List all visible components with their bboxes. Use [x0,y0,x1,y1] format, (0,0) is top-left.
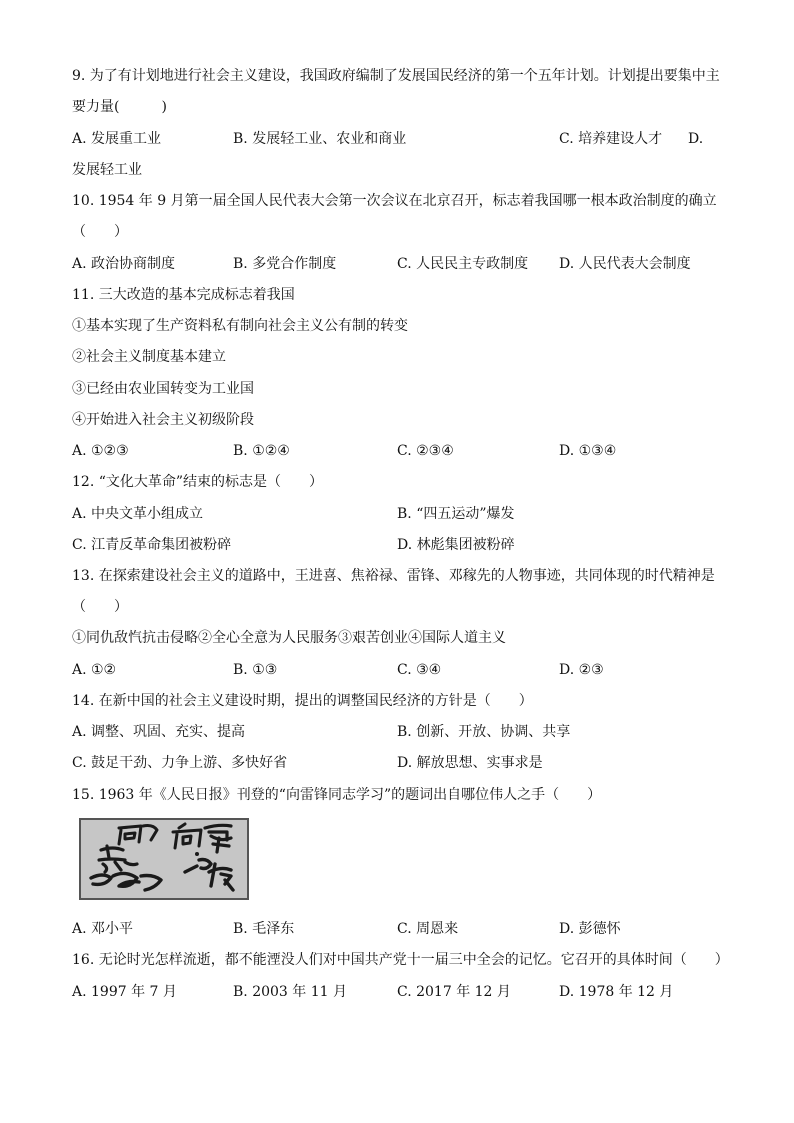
q9-option-d[interactable]: D. [688,131,704,147]
q9-option-b[interactable]: B. 发展轻工业、农业和商业 [233,131,407,147]
q9-stem-line1: 9. 为了有计划地进行社会主义建设，我国政府编制了发展国民经济的第一个五年计划。计划提出要集中主 [72,68,720,84]
q9-option-d-text[interactable]: 发展轻工业 [72,162,142,178]
q14-option-c[interactable]: C. 鼓足干劲、力争上游、多快好省 [72,755,288,771]
q10-option-c[interactable]: C. 人民民主专政制度 [397,256,529,272]
q16-option-d[interactable]: D. 1978 年 12 月 [559,984,674,1000]
q11-option-a[interactable]: A. ①②③ [72,443,129,459]
q9-stem-line2: 要力量( ) [72,99,167,115]
q11-item-4: ④开始进入社会主义初级阶段 [72,412,254,428]
q13-items: ①同仇敌忾抗击侵略②全心全意为人民服务③艰苦创业④国际人道主义 [72,630,506,646]
q12-option-c[interactable]: C. 江青反革命集团被粉碎 [72,537,232,553]
q11-option-d[interactable]: D. ①③④ [559,443,617,459]
q11-item-2: ②社会主义制度基本建立 [72,349,226,365]
q11-option-c[interactable]: C. ②③④ [397,443,454,459]
calligraphy-image [79,818,249,900]
q13-option-b[interactable]: B. ①③ [233,662,278,678]
q10-option-b[interactable]: B. 多党合作制度 [233,256,337,272]
q15-option-b[interactable]: B. 毛泽东 [233,921,295,937]
q9-option-a[interactable]: A. 发展重工业 [72,131,162,147]
q14-option-b[interactable]: B. 创新、开放、协调、共享 [397,724,571,740]
q13-stem-line2: （ ） [72,599,128,615]
q11-option-b[interactable]: B. ①②④ [233,443,290,459]
q15-option-c[interactable]: C. 周恩来 [397,921,459,937]
q16-option-a[interactable]: A. 1997 年 7 月 [72,984,177,1000]
q12-option-d[interactable]: D. 林彪集团被粉碎 [397,537,515,553]
q15-option-d[interactable]: D. 彭德怀 [559,921,621,937]
q11-stem: 11. 三大改造的基本完成标志着我国 [72,287,295,303]
q13-option-c[interactable]: C. ③④ [397,662,442,678]
q14-stem: 14. 在新中国的社会主义建设时期，提出的调整国民经济的方针是（ ） [72,693,533,709]
q10-stem-line2: （ ） [72,224,128,240]
q14-option-d[interactable]: D. 解放思想、实事求是 [397,755,543,771]
q10-option-d[interactable]: D. 人民代表大会制度 [559,256,691,272]
q12-option-b[interactable]: B. “四五运动”爆发 [397,506,515,522]
q16-option-b[interactable]: B. 2003 年 11 月 [233,984,347,1000]
q15-option-a[interactable]: A. 邓小平 [72,921,134,937]
q13-stem-line1: 13. 在探索建设社会主义的道路中，王进喜、焦裕禄、雷锋、邓稼先的人物事迹，共同体现的时代精神是 [72,568,715,584]
q10-stem-line1: 10. 1954 年 9 月第一届全国人民代表大会第一次会议在北京召开，标志着我国哪一根本政治制度的确立 [72,193,717,209]
q16-stem: 16. 无论时光怎样流逝，都不能湮没人们对中国共产党十一届三中全会的记忆。它召开的具体时间（ ） [72,952,729,968]
q9-option-c[interactable]: C. 培养建设人才 [559,131,663,147]
q12-option-a[interactable]: A. 中央文革小组成立 [72,506,204,522]
q14-option-a[interactable]: A. 调整、巩固、充实、提高 [72,724,246,740]
q11-item-3: ③已经由农业国转变为工业国 [72,381,254,397]
q10-option-a[interactable]: A. 政治协商制度 [72,256,176,272]
q16-option-c[interactable]: C. 2017 年 12 月 [397,984,511,1000]
q12-stem: 12. “文化大革命”结束的标志是（ ） [72,474,324,490]
calligraphy-strokes [81,820,247,898]
q13-option-d[interactable]: D. ②③ [559,662,604,678]
q11-item-1: ①基本实现了生产资料私有制向社会主义公有制的转变 [72,318,408,334]
q13-option-a[interactable]: A. ①② [72,662,117,678]
q15-stem: 15. 1963 年《人民日报》刊登的“向雷锋同志学习”的题词出自哪位伟人之手（ ） [72,787,602,803]
